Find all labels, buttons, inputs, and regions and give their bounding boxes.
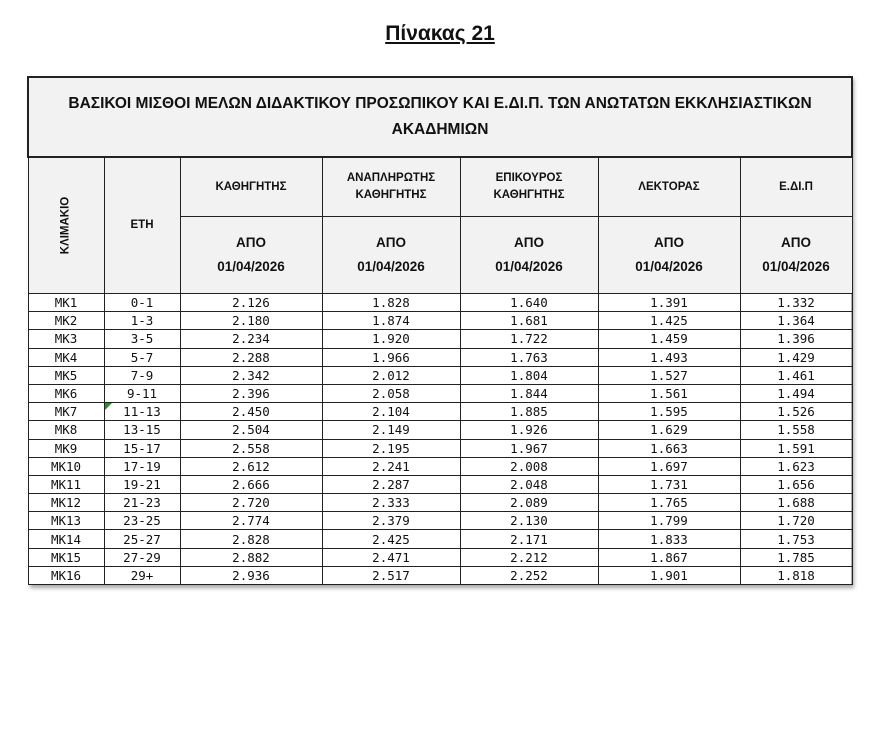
table-row (28, 457, 852, 475)
anaplirotis-cell: 2.241 (322, 457, 460, 475)
epikouros-cell: 1.722 (460, 330, 598, 348)
eti-cell: 3-5 (104, 330, 180, 348)
edip-cell: 1.656 (740, 475, 852, 493)
epikouros-cell: 2.252 (460, 566, 598, 584)
kathigitis-cell: 2.882 (180, 548, 322, 566)
edip-cell: 1.396 (740, 330, 852, 348)
table-row (28, 312, 852, 330)
edip-cell: 1.818 (740, 566, 852, 584)
lektoras-cell: 1.731 (598, 475, 740, 493)
anaplirotis-cell: 2.517 (322, 566, 460, 584)
edip-cell: 1.461 (740, 366, 852, 384)
apo-label: ΑΠΟ (654, 235, 684, 250)
effective-date-header (180, 217, 322, 294)
epikouros-cell: 2.048 (460, 475, 598, 493)
epikouros-cell: 2.008 (460, 457, 598, 475)
effective-date: 01/04/2026 (495, 259, 563, 274)
anaplirotis-cell: 1.966 (322, 348, 460, 366)
table-row (28, 512, 852, 530)
kathigitis-cell: 2.666 (180, 475, 322, 493)
kathigitis-cell: 2.450 (180, 403, 322, 421)
table-row (28, 421, 852, 439)
epikouros-cell: 2.212 (460, 548, 598, 566)
klimakio-cell: ΜΚ5 (28, 366, 104, 384)
klimakio-cell: ΜΚ4 (28, 348, 104, 366)
klimakio-cell: ΜΚ10 (28, 457, 104, 475)
epikouros-cell: 1.844 (460, 384, 598, 402)
anaplirotis-cell: 1.828 (322, 294, 460, 312)
klimakio-cell: ΜΚ14 (28, 530, 104, 548)
kathigitis-cell: 2.936 (180, 566, 322, 584)
edip-cell: 1.785 (740, 548, 852, 566)
kathigitis-cell: 2.396 (180, 384, 322, 402)
kathigitis-cell: 2.126 (180, 294, 322, 312)
edip-cell: 1.720 (740, 512, 852, 530)
table-row (28, 566, 852, 584)
eti-cell: 19-21 (104, 475, 180, 493)
epikouros-cell: 1.885 (460, 403, 598, 421)
edip-cell: 1.429 (740, 348, 852, 366)
eti-cell: 25-27 (104, 530, 180, 548)
epikouros-cell: 1.640 (460, 294, 598, 312)
eti-cell: 5-7 (104, 348, 180, 366)
anaplirotis-cell: 2.425 (322, 530, 460, 548)
apo-label: ΑΠΟ (376, 235, 406, 250)
klimakio-cell: ΜΚ6 (28, 384, 104, 402)
edip-cell: 1.753 (740, 530, 852, 548)
eti-cell: 21-23 (104, 494, 180, 512)
column-header-klimakio (28, 157, 104, 294)
lektoras-cell: 1.391 (598, 294, 740, 312)
lektoras-cell: 1.867 (598, 548, 740, 566)
anaplirotis-cell: 1.874 (322, 312, 460, 330)
edip-cell: 1.526 (740, 403, 852, 421)
edip-cell: 1.623 (740, 457, 852, 475)
kathigitis-cell: 2.828 (180, 530, 322, 548)
table-row (28, 384, 852, 402)
kathigitis-cell: 2.180 (180, 312, 322, 330)
klimakio-cell: ΜΚ12 (28, 494, 104, 512)
effective-date-header (598, 217, 740, 294)
lektoras-cell: 1.901 (598, 566, 740, 584)
klimakio-cell: ΜΚ11 (28, 475, 104, 493)
eti-cell: 17-19 (104, 457, 180, 475)
lektoras-cell: 1.459 (598, 330, 740, 348)
edip-cell: 1.591 (740, 439, 852, 457)
column-header-epikouros: ΕΠΙΚΟΥΡΟΣ ΚΑΘΗΓΗΤΗΣ (460, 157, 598, 217)
table-row (28, 294, 852, 312)
column-header-kathigitis: ΚΑΘΗΓΗΤΗΣ (180, 157, 322, 217)
klimakio-cell: ΜΚ2 (28, 312, 104, 330)
klimakio-label: ΚΛΙΜΑΚΙΟ (59, 196, 72, 255)
salary-table-container (27, 76, 851, 585)
lektoras-cell: 1.833 (598, 530, 740, 548)
table-row (28, 330, 852, 348)
klimakio-cell: ΜΚ15 (28, 548, 104, 566)
kathigitis-cell: 2.342 (180, 366, 322, 384)
column-header-lektoras: ΛΕΚΤΟΡΑΣ (598, 157, 740, 217)
eti-cell: 15-17 (104, 439, 180, 457)
table-title: ΒΑΣΙΚΟΙ ΜΙΣΘΟΙ ΜΕΛΩΝ ΔΙΔΑΚΤΙΚΟΥ ΠΡΟΣΩΠΙΚΟΥ ΚΑΙ Ε.ΔΙ.Π. ΤΩΝ ΑΝΩΤΑΤΩΝ ΕΚΚΛΗΣΙΑΣΤΙΚΩΝ ΑΚΑΔΗΜΙΩΝ (28, 77, 852, 157)
edip-cell: 1.558 (740, 421, 852, 439)
eti-cell: 0-1 (104, 294, 180, 312)
klimakio-cell: ΜΚ3 (28, 330, 104, 348)
lektoras-cell: 1.799 (598, 512, 740, 530)
epikouros-cell: 2.130 (460, 512, 598, 530)
table-row (28, 475, 852, 493)
anaplirotis-cell: 2.471 (322, 548, 460, 566)
kathigitis-cell: 2.720 (180, 494, 322, 512)
epikouros-cell: 1.681 (460, 312, 598, 330)
epikouros-cell: 1.804 (460, 366, 598, 384)
klimakio-cell: ΜΚ13 (28, 512, 104, 530)
kathigitis-cell: 2.612 (180, 457, 322, 475)
eti-cell: 27-29 (104, 548, 180, 566)
apo-label: ΑΠΟ (514, 235, 544, 250)
effective-date: 01/04/2026 (635, 259, 703, 274)
edip-cell: 1.494 (740, 384, 852, 402)
effective-date-header (460, 217, 598, 294)
eti-cell: 13-15 (104, 421, 180, 439)
effective-date-header (322, 217, 460, 294)
salary-table (27, 76, 853, 585)
lektoras-cell: 1.561 (598, 384, 740, 402)
klimakio-cell: ΜΚ8 (28, 421, 104, 439)
eti-cell: 7-9 (104, 366, 180, 384)
kathigitis-cell: 2.234 (180, 330, 322, 348)
klimakio-cell: ΜΚ9 (28, 439, 104, 457)
klimakio-cell: ΜΚ16 (28, 566, 104, 584)
kathigitis-cell: 2.558 (180, 439, 322, 457)
effective-date-header (740, 217, 852, 294)
epikouros-cell: 1.926 (460, 421, 598, 439)
kathigitis-cell: 2.774 (180, 512, 322, 530)
eti-cell: 29+ (104, 566, 180, 584)
table-row (28, 548, 852, 566)
eti-cell: 1-3 (104, 312, 180, 330)
eti-cell: 23-25 (104, 512, 180, 530)
table-caption: Πίνακας 21 (385, 22, 495, 45)
epikouros-cell: 1.967 (460, 439, 598, 457)
effective-date: 01/04/2026 (762, 259, 830, 274)
effective-date: 01/04/2026 (217, 259, 285, 274)
lektoras-cell: 1.595 (598, 403, 740, 421)
column-header-edip: Ε.ΔΙ.Π (740, 157, 852, 217)
edip-cell: 1.688 (740, 494, 852, 512)
anaplirotis-cell: 2.104 (322, 403, 460, 421)
anaplirotis-cell: 2.195 (322, 439, 460, 457)
lektoras-cell: 1.527 (598, 366, 740, 384)
anaplirotis-cell: 1.920 (322, 330, 460, 348)
anaplirotis-cell: 2.058 (322, 384, 460, 402)
lektoras-cell: 1.765 (598, 494, 740, 512)
kathigitis-cell: 2.288 (180, 348, 322, 366)
eti-cell: 11-13 (104, 403, 180, 421)
epikouros-cell: 2.171 (460, 530, 598, 548)
klimakio-cell: ΜΚ1 (28, 294, 104, 312)
lektoras-cell: 1.697 (598, 457, 740, 475)
apo-label: ΑΠΟ (236, 235, 266, 250)
lektoras-cell: 1.663 (598, 439, 740, 457)
lektoras-cell: 1.629 (598, 421, 740, 439)
anaplirotis-cell: 2.012 (322, 366, 460, 384)
table-row (28, 530, 852, 548)
comment-indicator-icon (105, 403, 112, 410)
apo-label: ΑΠΟ (781, 235, 812, 250)
column-header-anaplirotis: ΑΝΑΠΛΗΡΩΤΗΣ ΚΑΘΗΓΗΤΗΣ (322, 157, 460, 217)
klimakio-cell: ΜΚ7 (28, 403, 104, 421)
lektoras-cell: 1.493 (598, 348, 740, 366)
effective-date: 01/04/2026 (357, 259, 425, 274)
table-row (28, 403, 852, 421)
table-row (28, 494, 852, 512)
eti-cell: 9-11 (104, 384, 180, 402)
epikouros-cell: 2.089 (460, 494, 598, 512)
lektoras-cell: 1.425 (598, 312, 740, 330)
kathigitis-cell: 2.504 (180, 421, 322, 439)
epikouros-cell: 1.763 (460, 348, 598, 366)
table-row (28, 439, 852, 457)
edip-cell: 1.364 (740, 312, 852, 330)
anaplirotis-cell: 2.379 (322, 512, 460, 530)
edip-cell: 1.332 (740, 294, 852, 312)
anaplirotis-cell: 2.333 (322, 494, 460, 512)
table-row (28, 348, 852, 366)
anaplirotis-cell: 2.287 (322, 475, 460, 493)
anaplirotis-cell: 2.149 (322, 421, 460, 439)
table-row (28, 366, 852, 384)
column-header-eti: ΕΤΗ (104, 157, 180, 294)
